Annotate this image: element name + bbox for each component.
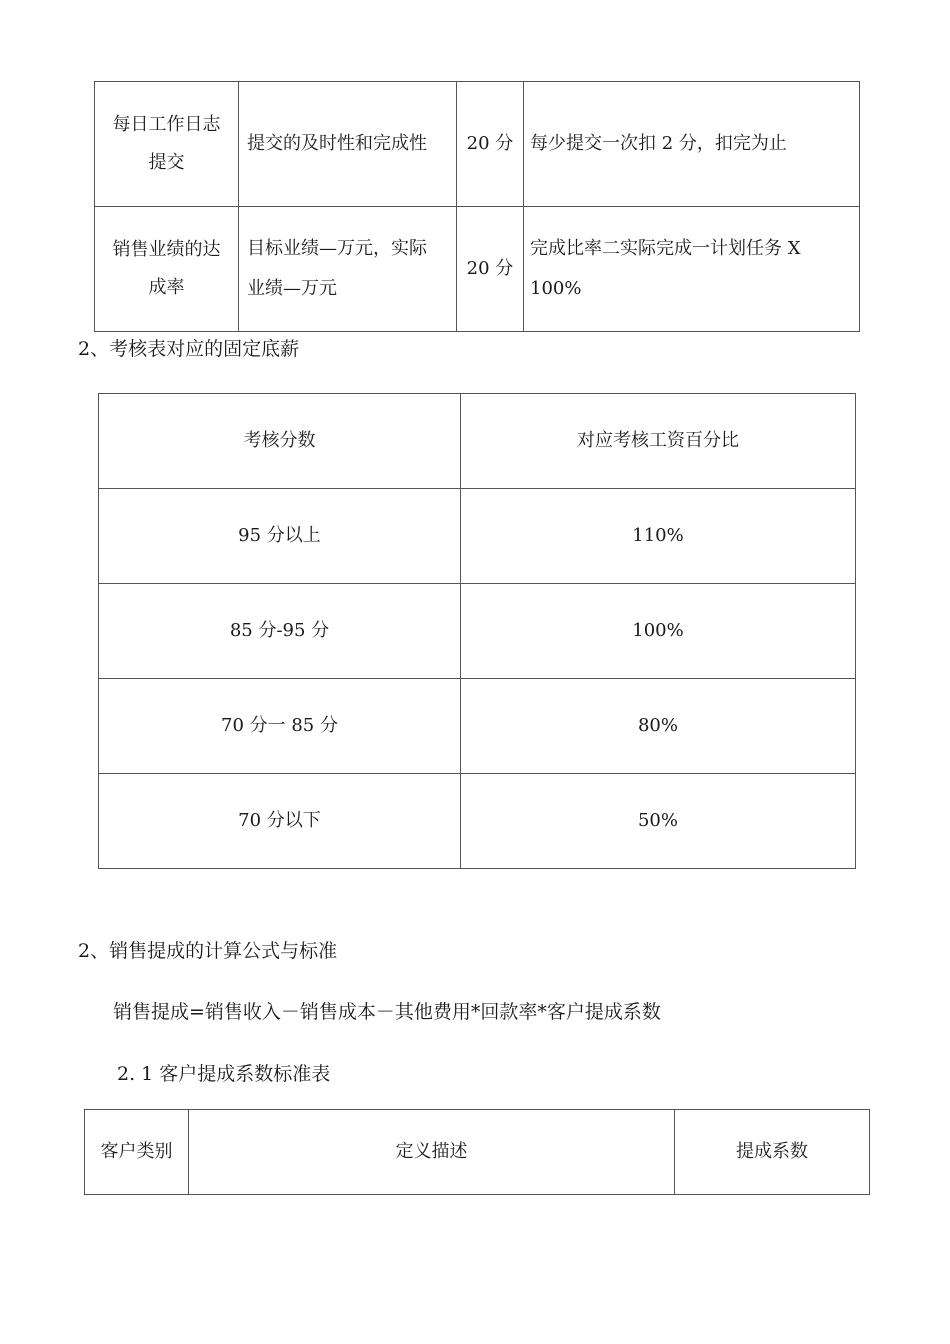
header-score: 考核分数 xyxy=(99,394,461,489)
table-row xyxy=(95,207,860,332)
score-range-cell: 95 分以上 xyxy=(99,489,461,584)
header-definition: 定义描述 xyxy=(189,1110,675,1195)
header-customer-type: 客户类别 xyxy=(85,1110,189,1195)
score-range-cell: 70 分一 85 分 xyxy=(99,679,461,774)
table-header-row xyxy=(85,1110,870,1195)
table-row xyxy=(99,489,856,584)
percent-cell: 100% xyxy=(461,584,856,679)
item-name-cell: 销售业绩的达 成率 xyxy=(95,207,239,332)
subheading-coefficient-table: 2. 1 客户提成系数标准表 xyxy=(117,1063,331,1085)
standard-cell: 提交的及时性和完成性 xyxy=(239,82,457,207)
header-coefficient: 提成系数 xyxy=(675,1110,870,1195)
percent-cell: 80% xyxy=(461,679,856,774)
table-row xyxy=(99,584,856,679)
assessment-items-table xyxy=(94,81,860,332)
score-salary-table xyxy=(98,393,856,869)
table-row xyxy=(95,82,860,207)
header-salary-percent: 对应考核工资百分比 xyxy=(461,394,856,489)
item-name-cell: 每日工作日志 提交 xyxy=(95,82,239,207)
score-range-cell: 85 分-95 分 xyxy=(99,584,461,679)
section-heading-fixed-salary: 2、考核表对应的固定底薪 xyxy=(78,338,300,360)
score-range-cell: 70 分以下 xyxy=(99,774,461,869)
score-cell: 20 分 xyxy=(457,207,524,332)
commission-formula: 销售提成=销售收入－销售成本－其他费用*回款率*客户提成系数 xyxy=(113,1001,661,1023)
customer-coefficient-table xyxy=(84,1109,870,1195)
standard-cell: 目标业绩—万元，实际 业绩—万元 xyxy=(239,207,457,332)
table-row xyxy=(99,679,856,774)
rule-cell: 每少提交一次扣 2 分，扣完为止 xyxy=(524,82,860,207)
percent-cell: 50% xyxy=(461,774,856,869)
table-header-row xyxy=(99,394,856,489)
table-row xyxy=(99,774,856,869)
score-cell: 20 分 xyxy=(457,82,524,207)
percent-cell: 110% xyxy=(461,489,856,584)
rule-cell: 完成比率二实际完成一计划任务 X 100% xyxy=(524,207,860,332)
section-heading-commission: 2、销售提成的计算公式与标准 xyxy=(78,940,338,962)
